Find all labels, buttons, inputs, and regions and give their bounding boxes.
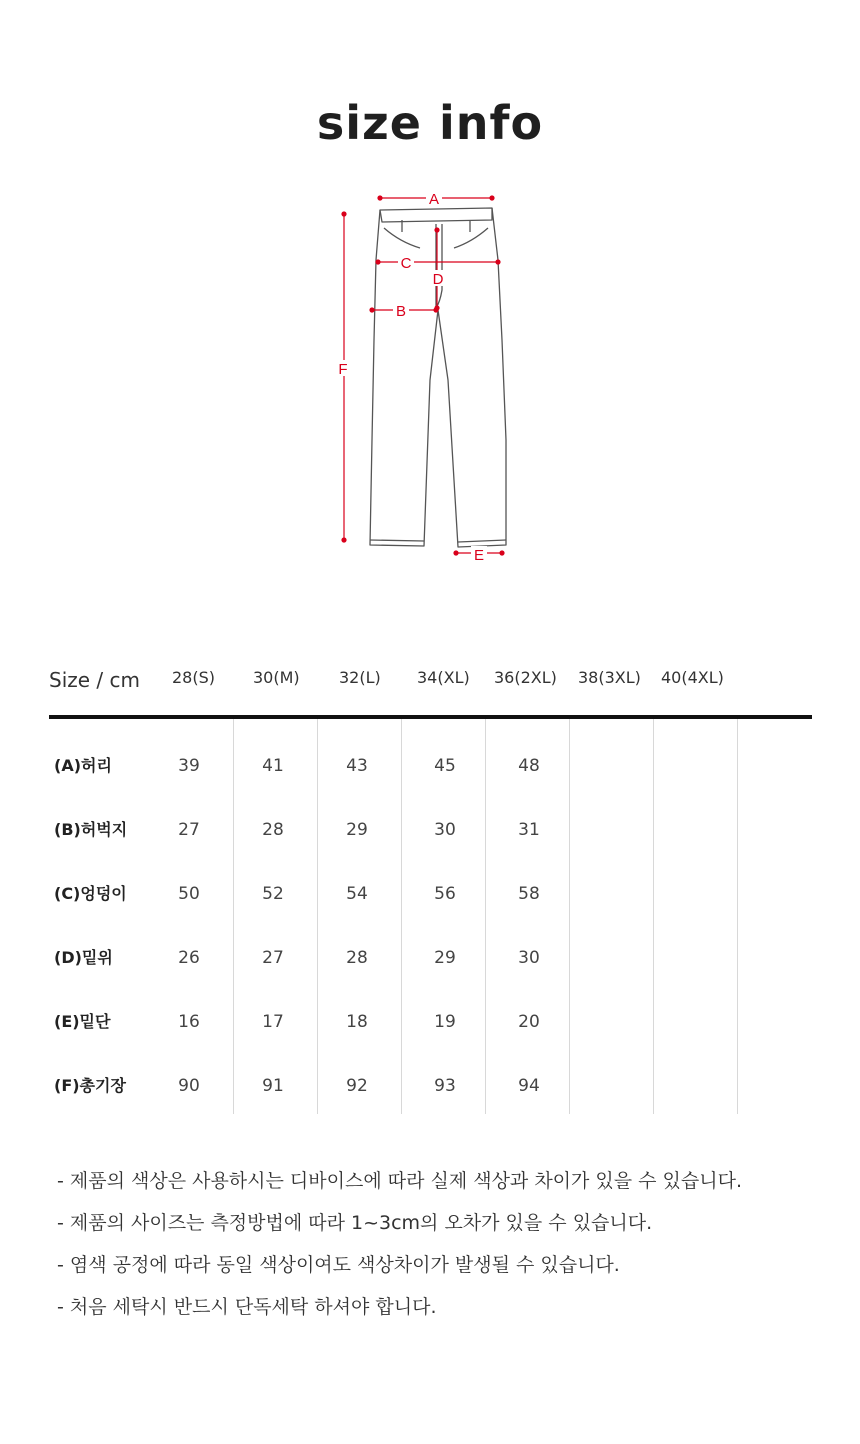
- column-divider: [737, 719, 738, 1114]
- table-cell: 16: [178, 1012, 200, 1032]
- table-cell: 54: [346, 884, 368, 904]
- table-cell: 26: [178, 948, 200, 968]
- table-cell: 18: [346, 1012, 368, 1032]
- table-cell: 30: [434, 820, 456, 840]
- table-cell: 17: [262, 1012, 284, 1032]
- table-header-rule: [49, 715, 812, 719]
- table-cell: 52: [262, 884, 284, 904]
- size-header-36: 36(2XL): [494, 668, 557, 687]
- table-cell: 27: [262, 948, 284, 968]
- size-header-40: 40(4XL): [661, 668, 724, 687]
- label-d: D: [432, 271, 444, 288]
- column-divider: [569, 719, 570, 1114]
- label-b: B: [395, 303, 407, 320]
- table-cell: 93: [434, 1076, 456, 1096]
- table-cell: 94: [518, 1076, 540, 1096]
- column-divider: [317, 719, 318, 1114]
- row-label-hem: (E)밑단: [54, 1012, 111, 1031]
- table-cell: 28: [262, 820, 284, 840]
- table-cell: 92: [346, 1076, 368, 1096]
- row-label-waist: (A)허리: [54, 756, 112, 775]
- table-cell: 48: [518, 756, 540, 776]
- table-cell: 56: [434, 884, 456, 904]
- table-cell: 19: [434, 1012, 456, 1032]
- table-cell: 29: [434, 948, 456, 968]
- note-dye-variance: - 염색 공정에 따라 동일 색상이여도 색상차이가 발생될 수 있습니다.: [57, 1254, 620, 1276]
- table-cell: 91: [262, 1076, 284, 1096]
- table-cell: 28: [346, 948, 368, 968]
- table-cell: 20: [518, 1012, 540, 1032]
- care-notes: [57, 1166, 742, 1334]
- pants-outline: [370, 208, 506, 547]
- label-e: E: [473, 547, 485, 564]
- table-cell: 43: [346, 756, 368, 776]
- table-cell: 50: [178, 884, 200, 904]
- table-cell: 90: [178, 1076, 200, 1096]
- table-cell: 45: [434, 756, 456, 776]
- size-header-corner: Size / cm: [49, 668, 140, 692]
- note-size-variance: - 제품의 사이즈는 측정방법에 따라 1~3cm의 오차가 있을 수 있습니다.: [57, 1212, 653, 1234]
- column-divider: [653, 719, 654, 1114]
- page-title: size info: [316, 96, 544, 150]
- table-cell: 39: [178, 756, 200, 776]
- row-label-rise: (D)밑위: [54, 948, 113, 967]
- column-divider: [401, 719, 402, 1114]
- size-header-30: 30(M): [253, 668, 300, 687]
- column-divider: [485, 719, 486, 1114]
- label-a: A: [428, 191, 440, 208]
- size-header-38: 38(3XL): [578, 668, 641, 687]
- size-header-32: 32(L): [339, 668, 381, 687]
- pants-diagram: [320, 180, 540, 580]
- row-label-length: (F)총기장: [54, 1076, 126, 1095]
- row-label-hip: (C)엉덩이: [54, 884, 127, 903]
- label-c: C: [400, 255, 412, 272]
- table-cell: 27: [178, 820, 200, 840]
- table-cell: 31: [518, 820, 540, 840]
- table-cell: 30: [518, 948, 540, 968]
- right-pocket: [454, 228, 488, 248]
- table-cell: 58: [518, 884, 540, 904]
- label-f: F: [338, 361, 348, 378]
- size-header-28: 28(S): [172, 668, 215, 687]
- column-divider: [233, 719, 234, 1114]
- table-cell: 29: [346, 820, 368, 840]
- left-hem: [370, 540, 424, 541]
- note-color-variance: - 제품의 색상은 사용하시는 디바이스에 따라 실제 색상과 차이가 있을 수 있습니다.: [57, 1170, 743, 1192]
- size-header-34: 34(XL): [417, 668, 470, 687]
- table-cell: 41: [262, 756, 284, 776]
- row-label-thigh: (B)허벅지: [54, 820, 128, 839]
- right-hem: [458, 540, 506, 542]
- note-wash-separately: - 처음 세탁시 반드시 단독세탁 하셔야 합니다.: [57, 1296, 437, 1318]
